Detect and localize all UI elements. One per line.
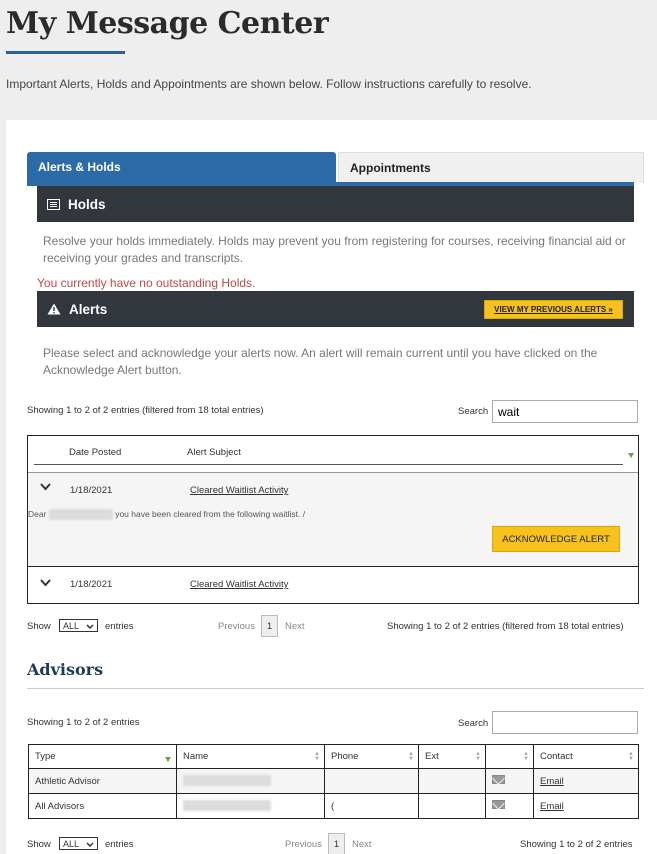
sort-icon: ▲ ▼ (314, 751, 320, 762)
pager-next[interactable]: Next (285, 621, 305, 632)
alert-body-suffix: you have been cleared from the following waitlist. / (115, 509, 306, 519)
tab-appointments[interactable]: Appointments (338, 152, 644, 183)
advisors-search-input[interactable] (492, 711, 638, 734)
alerts-search-label: Search (458, 406, 489, 417)
sort-arrow-icon[interactable] (628, 453, 634, 458)
advisors-divider (27, 688, 644, 689)
column-date-posted[interactable]: Date Posted (69, 447, 122, 458)
advisor-name (177, 769, 325, 794)
entries-label: entries (105, 839, 134, 850)
advisors-footer-info: Showing 1 to 2 of 2 entries (520, 839, 633, 850)
column-contact[interactable]: Contact ▲ ▼ (534, 745, 639, 769)
pager-page-1[interactable]: 1 (261, 615, 278, 637)
alerts-description: Please select and acknowledge your alerts now. An alert will remain current until you have clicked on the Acknowledge Alert button. (43, 346, 598, 377)
list-icon (47, 199, 60, 210)
pager-previous[interactable]: Previous (218, 621, 255, 632)
alert-subject-link[interactable]: Cleared Waitlist Activity (190, 485, 289, 496)
holds-header (37, 186, 634, 222)
warning-icon (47, 303, 61, 315)
alert-row[interactable] (28, 568, 638, 603)
alert-subject-link[interactable]: Cleared Waitlist Activity (190, 579, 289, 590)
chevron-down-icon[interactable] (40, 483, 51, 494)
entries-select[interactable] (59, 837, 98, 850)
advisor-name (177, 794, 325, 819)
email-link[interactable]: Email (540, 800, 564, 812)
chevron-down-icon (86, 621, 94, 631)
alerts-table (27, 435, 639, 604)
alerts-title: Alerts (69, 301, 108, 317)
title-underline (6, 51, 125, 54)
sort-icon: ▲ ▼ (408, 751, 414, 762)
sort-icon: ▲ ▼ (475, 751, 481, 762)
envelope-icon[interactable] (492, 775, 505, 784)
sort-arrow-icon (165, 757, 171, 762)
view-previous-alerts-button[interactable]: VIEW MY PREVIOUS ALERTS » (484, 300, 623, 319)
email-link[interactable]: Email (540, 775, 564, 787)
advisors-header-row (29, 745, 639, 769)
acknowledge-alert-button[interactable]: ACKNOWLEDGE ALERT (492, 526, 620, 552)
holds-title: Holds (68, 196, 106, 212)
page-title: My Message Center (6, 6, 329, 41)
envelope-icon[interactable] (492, 800, 505, 809)
entries-select-value: ALL (63, 838, 80, 849)
column-ext[interactable]: Ext ▲ ▼ (419, 745, 486, 769)
advisors-title: Advisors (27, 660, 104, 679)
advisor-phone (325, 769, 419, 794)
alert-body-prefix: Dear (28, 509, 47, 519)
advisors-search-label: Search (458, 718, 489, 729)
alert-date: 1/18/2021 (70, 485, 113, 496)
alerts-footer-info: Showing 1 to 2 of 2 entries (filtered from 18 total entries) (387, 621, 624, 632)
column-alert-subject[interactable]: Alert Subject (187, 447, 241, 458)
table-row (29, 769, 639, 794)
mail-cell (486, 794, 534, 819)
entries-select-value: ALL (63, 620, 80, 631)
redacted-name (183, 775, 271, 786)
column-phone[interactable]: Phone ▲ ▼ (325, 745, 419, 769)
advisor-ext (419, 769, 486, 794)
pager-previous[interactable]: Previous (285, 839, 322, 850)
advisor-contact (534, 769, 639, 794)
column-name[interactable]: Name ▲ ▼ (177, 745, 325, 769)
intro-text: Important Alerts, Holds and Appointments are shown below. Follow instructions carefully to resolve. (6, 77, 532, 91)
redacted-name (183, 800, 271, 811)
pager-next[interactable]: Next (352, 839, 372, 850)
tab-alerts-holds[interactable]: Alerts & Holds (27, 152, 336, 183)
header-underline (34, 464, 623, 465)
column-type[interactable]: Type (29, 745, 177, 769)
alerts-search-input[interactable] (492, 400, 638, 423)
advisors-showing-info: Showing 1 to 2 of 2 entries (27, 717, 140, 728)
mail-cell (486, 769, 534, 794)
alert-row-expanded[interactable] (28, 472, 638, 567)
advisor-ext (419, 794, 486, 819)
advisors-table (28, 744, 639, 819)
chevron-down-icon (86, 839, 94, 849)
show-label: Show (27, 839, 51, 850)
advisor-type: All Advisors (29, 794, 177, 819)
column-mail[interactable] (486, 745, 534, 769)
alerts-showing-info: Showing 1 to 2 of 2 entries (filtered from 18 total entries) (27, 405, 264, 416)
table-row (29, 794, 639, 819)
redacted-name (49, 509, 113, 520)
holds-description: Resolve your holds immediately. Holds may prevent you from registering for courses, receiving financial aid or receiving your grades and transcripts. (43, 234, 626, 265)
advisor-phone: ( (325, 794, 419, 819)
alert-body (28, 509, 305, 520)
pager-page-1[interactable]: 1 (328, 833, 345, 854)
advisor-contact (534, 794, 639, 819)
holds-status: You currently have no outstanding Holds. (37, 276, 256, 290)
sort-icon: ▲ ▼ (628, 751, 634, 762)
show-label: Show (27, 621, 51, 632)
alert-date: 1/18/2021 (70, 579, 113, 590)
advisor-type: Athletic Advisor (29, 769, 177, 794)
entries-label: entries (105, 621, 134, 632)
sort-icon: ▲ ▼ (523, 751, 529, 762)
entries-select[interactable] (59, 619, 98, 632)
chevron-down-icon[interactable] (40, 579, 51, 590)
